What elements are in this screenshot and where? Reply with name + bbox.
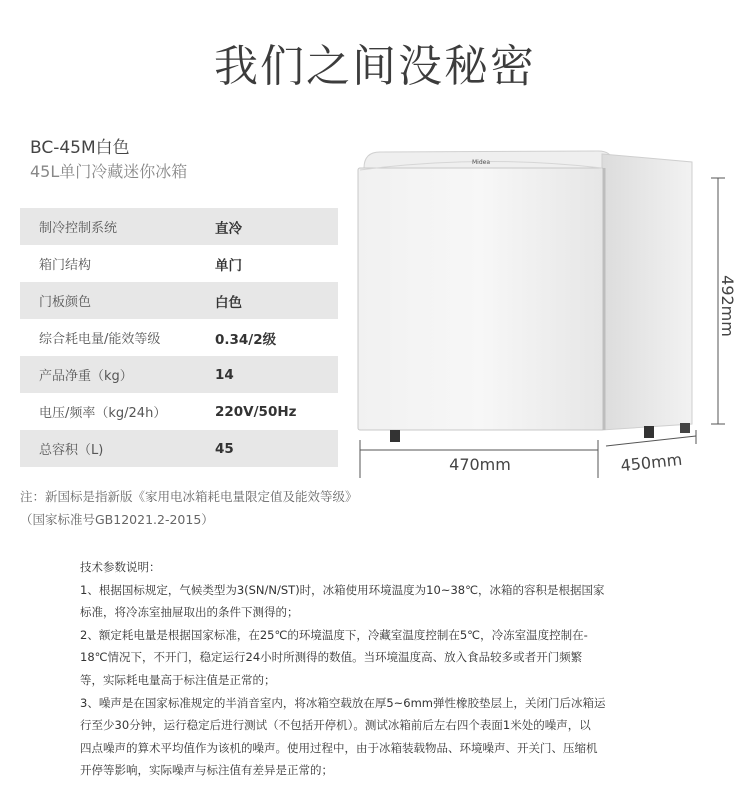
spec-label: 总容积（L) — [39, 443, 104, 458]
tech-note-line: 等，实际耗电量高于标注值是正常的； — [80, 672, 276, 687]
spec-label: 箱门结构 — [39, 258, 92, 273]
spec-row — [20, 319, 338, 356]
spec-label: 制冷控制系统 — [39, 221, 118, 236]
tech-note-line: 1、根据国标规定，气候类型为3(SN/N/ST)时，冰箱使用环境温度为10~38℃，冰箱的容积是根据国家 — [80, 582, 605, 597]
spec-row — [20, 208, 338, 245]
fridge-side — [602, 154, 692, 430]
page-heading: 我们之间没秘密 — [214, 41, 536, 92]
fridge-foot — [644, 426, 654, 438]
fridge-foot — [390, 430, 400, 442]
depth-dimension: 450mm — [619, 449, 684, 476]
fridge-illustration — [350, 140, 750, 480]
spec-value: 220V/50Hz — [215, 403, 297, 420]
spec-row — [20, 245, 338, 282]
height-dimension: 492mm — [718, 275, 737, 337]
spec-value: 45 — [215, 440, 234, 457]
product-subtitle: 45L单门冷藏迷你冰箱 — [30, 162, 188, 181]
spec-label: 综合耗电量/能效等级 — [39, 332, 161, 347]
spec-row — [20, 282, 338, 319]
spec-label: 电压/频率（kg/24h） — [39, 406, 167, 421]
spec-value: 14 — [215, 366, 234, 383]
standard-note: 注：新国标是指新版《家用电冰箱耗电量限定值及能效等级》 — [20, 489, 358, 504]
tech-note-line: 行至少30分钟，运行稳定后进行测试（不包括开停机）。测试冰箱前后左右四个表面1米处的噪声，以 — [80, 718, 591, 733]
tech-note-line: 18℃情况下，不开门，稳定运行24小时所测得的数值。当环境温度高、放入食品较多或者开门频繁 — [80, 650, 583, 665]
spec-value: 直冷 — [215, 220, 242, 237]
spec-label: 门板颜色 — [39, 295, 92, 310]
fridge-foot — [680, 423, 690, 433]
fridge-illustration-area — [350, 140, 750, 480]
spec-table — [20, 208, 338, 467]
fridge-door — [358, 168, 604, 430]
standard-number-note: （国家标准号GB12021.2-2015） — [20, 512, 214, 527]
spec-row — [20, 393, 338, 430]
tech-note-line: 四点噪声的算术平均值作为该机的噪声。使用过程中，由于冰箱装载物品、环境噪声、开关门、压缩机 — [80, 740, 598, 755]
spec-value: 0.34/2级 — [215, 331, 277, 348]
brand-logo: Midea — [471, 159, 491, 166]
width-dimension: 470mm — [449, 455, 511, 474]
tech-note-line: 2、额定耗电量是根据国家标准，在25℃的环境温度下，冷藏室温度控制在5℃，冷冻室温度控制在- — [80, 627, 588, 642]
tech-note-line: 标准，将冷冻室抽屉取出的条件下测得的； — [80, 605, 299, 620]
tech-note-line: 开停等影响，实际噪声与标注值有差异是正常的； — [80, 763, 333, 778]
product-model: BC-45M白色 — [30, 138, 130, 158]
spec-value: 白色 — [215, 294, 242, 311]
spec-value: 单门 — [215, 257, 242, 274]
tech-notes — [80, 556, 680, 782]
spec-label: 产品净重（kg） — [39, 369, 133, 384]
spec-row — [20, 430, 338, 467]
tech-notes-title: 技术参数说明： — [80, 560, 161, 574]
spec-row — [20, 356, 338, 393]
tech-note-line: 3、噪声是在国家标准规定的半消音室内，将冰箱空载放在厚5~6mm弹性橡胶垫层上，关闭门后冰箱运 — [80, 695, 606, 710]
